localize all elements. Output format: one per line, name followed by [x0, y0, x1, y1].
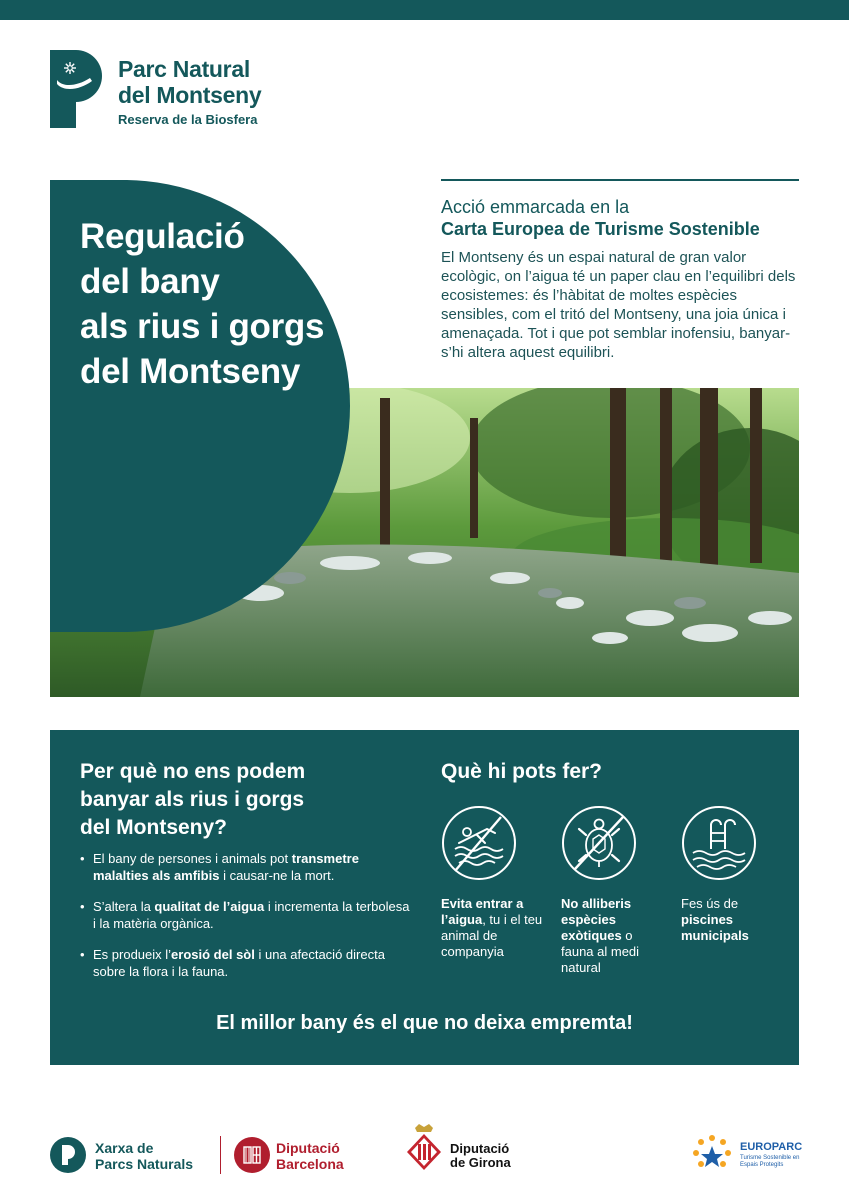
intro-body: El Montseny és un espai natural de gran valor ecològic, on l’aigua té un paper clau en l’equilibri dels ecosistemes: és l’hàbitat de moltes espècies sensibles, com el tritó del Montseny, una joia única i amenaçada. Tot i que pot semblar inofensiu, banyar-s’hi altera aquest equilibri. [441, 249, 796, 361]
what-title: Què hi pots fer? [441, 760, 603, 783]
intro-kicker: Acció emmarcada en la [441, 197, 630, 217]
why-title-line: Per què no ens podem [80, 760, 306, 783]
parc-logo-icon [50, 50, 102, 128]
hero-title-line: del Montseny [80, 352, 301, 391]
intro-heading: Carta Europea de Turisme Sostenible [441, 219, 760, 239]
why-title-line: del Montseny? [80, 816, 228, 839]
why-list [80, 850, 410, 994]
hero-title [80, 214, 360, 394]
footer-logos [0, 1120, 849, 1190]
xarxa-logo-icon [50, 1137, 86, 1173]
logo-divider [220, 1136, 221, 1174]
diputacio-barcelona-text: Diputació Barcelona [276, 1140, 344, 1172]
hero-title-line: als rius i gorgs [80, 307, 325, 346]
why-title [80, 758, 380, 842]
info-panel [50, 730, 799, 1065]
europarc-logo-text: EUROPARC Turisme Sostenible en Espais Protegits [740, 1141, 803, 1168]
list-item: • El bany de persones i animals pot transmetre malalties als amfibis i causar-ne la mort. [80, 850, 410, 884]
action-label: Fes ús de piscines municipals [681, 896, 749, 943]
why-title-line: banyar als rius i gorgs [80, 788, 305, 811]
logo-title-line1: Parc Natural [118, 56, 250, 82]
hero-title-line: Regulació [80, 217, 245, 256]
pool-ladder-icon [681, 805, 757, 881]
xarxa-logo-text: Xarxa de Parcs Naturals [95, 1140, 194, 1172]
diputacio-girona-logo-icon [405, 1122, 443, 1174]
no-swimming-icon [441, 805, 517, 881]
top-bar [0, 0, 849, 20]
action-label: Evita entrar a l’aigua, tu i el teu animal de companyia [441, 896, 543, 959]
diputacio-barcelona-logo-icon [234, 1137, 270, 1173]
action-label: No alliberis espècies exòtiques o fauna al medi natural [561, 896, 640, 975]
intro-section [441, 179, 799, 362]
parc-logo-text [118, 56, 261, 127]
europarc-logo-icon [690, 1134, 734, 1174]
hero-title-line: del bany [80, 262, 220, 301]
list-item: • Es produeix l’erosió del sòl i una afectació directa sobre la flora i la fauna. [80, 946, 410, 980]
no-turtle-icon [561, 805, 637, 881]
logo-title-line2: del Montseny [118, 82, 262, 108]
list-item: • S’altera la qualitat de l’aigua i incrementa la terbolesa i la matèria orgànica. [80, 898, 410, 932]
diputacio-girona-text: Diputació de Girona [450, 1141, 511, 1170]
logo-subtitle: Reserva de la Biosfera [118, 112, 258, 127]
slogan: El millor bany és el que no deixa empremta! [216, 1012, 633, 1034]
